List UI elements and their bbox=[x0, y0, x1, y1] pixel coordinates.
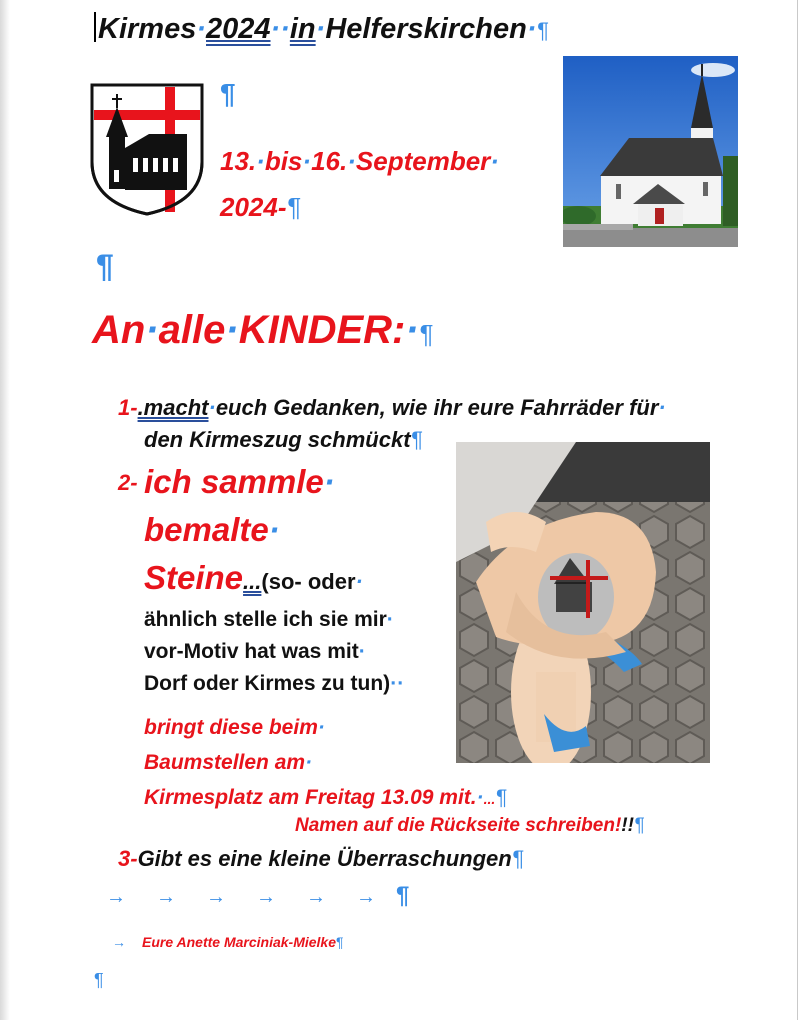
instruction-line-2: Baumstellen am· bbox=[144, 751, 313, 774]
event-date-line2: 2024-¶ bbox=[220, 192, 301, 222]
signature-text: Eure Anette Marciniak-Mielke bbox=[142, 934, 336, 950]
headline-line-1: ich sammle· bbox=[144, 463, 335, 500]
instruction-line-1: bringt diese beim· bbox=[144, 716, 325, 739]
description-line-1: ähnlich stelle ich sie mir· bbox=[144, 608, 394, 631]
tab-arrow-icon: → bbox=[156, 886, 176, 908]
church-photo bbox=[563, 56, 738, 247]
description-line-2: vor-Motiv hat was mit· bbox=[144, 640, 366, 663]
pilcrow-mark: ¶ bbox=[96, 248, 114, 284]
heading-an-alle-kinder: An·alle·KINDER:·¶ bbox=[92, 308, 433, 352]
list-item-2-description bbox=[144, 604, 404, 700]
event-date-line1: 13.·bis·16.·September· bbox=[220, 146, 499, 176]
list-item-1-line2: den Kirmeszug schmückt¶ bbox=[144, 427, 423, 452]
list-item-1-line1: 1-.macht·euch Gedanken, wie ihr eure Fahrräder für· bbox=[118, 395, 666, 420]
list-item-3: 3-Gibt es eine kleine Überraschungen¶ bbox=[118, 846, 524, 871]
event-date bbox=[220, 138, 499, 230]
pilcrow-mark: ¶ bbox=[94, 970, 104, 990]
instruction-line-3: Kirmesplatz am Freitag 13.09 mit.·...¶ bbox=[144, 786, 507, 809]
text-cursor bbox=[94, 12, 96, 42]
tab-arrow-icon: → bbox=[256, 886, 276, 908]
pilcrow-mark: ¶ bbox=[220, 78, 236, 109]
page-edge bbox=[797, 0, 798, 1020]
list-item-2-instructions bbox=[144, 710, 507, 817]
description-line-3: Dorf oder Kirmes zu tun)·· bbox=[144, 672, 405, 695]
headline-line-2: bemalte· bbox=[144, 511, 280, 548]
tab-arrow-icon: → bbox=[112, 934, 126, 950]
signature-line: → Eure Anette Marciniak-Mielke¶ bbox=[112, 934, 344, 950]
tab-marks-row: → → → → → → ¶ bbox=[106, 882, 410, 909]
page-title: Kirmes·2024··in·Helferskirchen·¶ bbox=[94, 12, 548, 46]
name-note: Namen auf die Rückseite schreiben!!!¶ bbox=[295, 815, 645, 836]
list-item-2-headline bbox=[144, 458, 363, 606]
list-item-2-number: 2- bbox=[118, 470, 138, 495]
coat-of-arms-logo bbox=[89, 82, 205, 217]
tab-arrow-icon: → bbox=[306, 886, 326, 908]
page-shadow bbox=[0, 0, 10, 1020]
tab-arrow-icon: → bbox=[356, 886, 376, 908]
headline-line-3: Steine...(so- oder· bbox=[144, 559, 363, 596]
tab-arrow-icon: → bbox=[106, 886, 126, 908]
tab-arrow-icon: → bbox=[206, 886, 226, 908]
